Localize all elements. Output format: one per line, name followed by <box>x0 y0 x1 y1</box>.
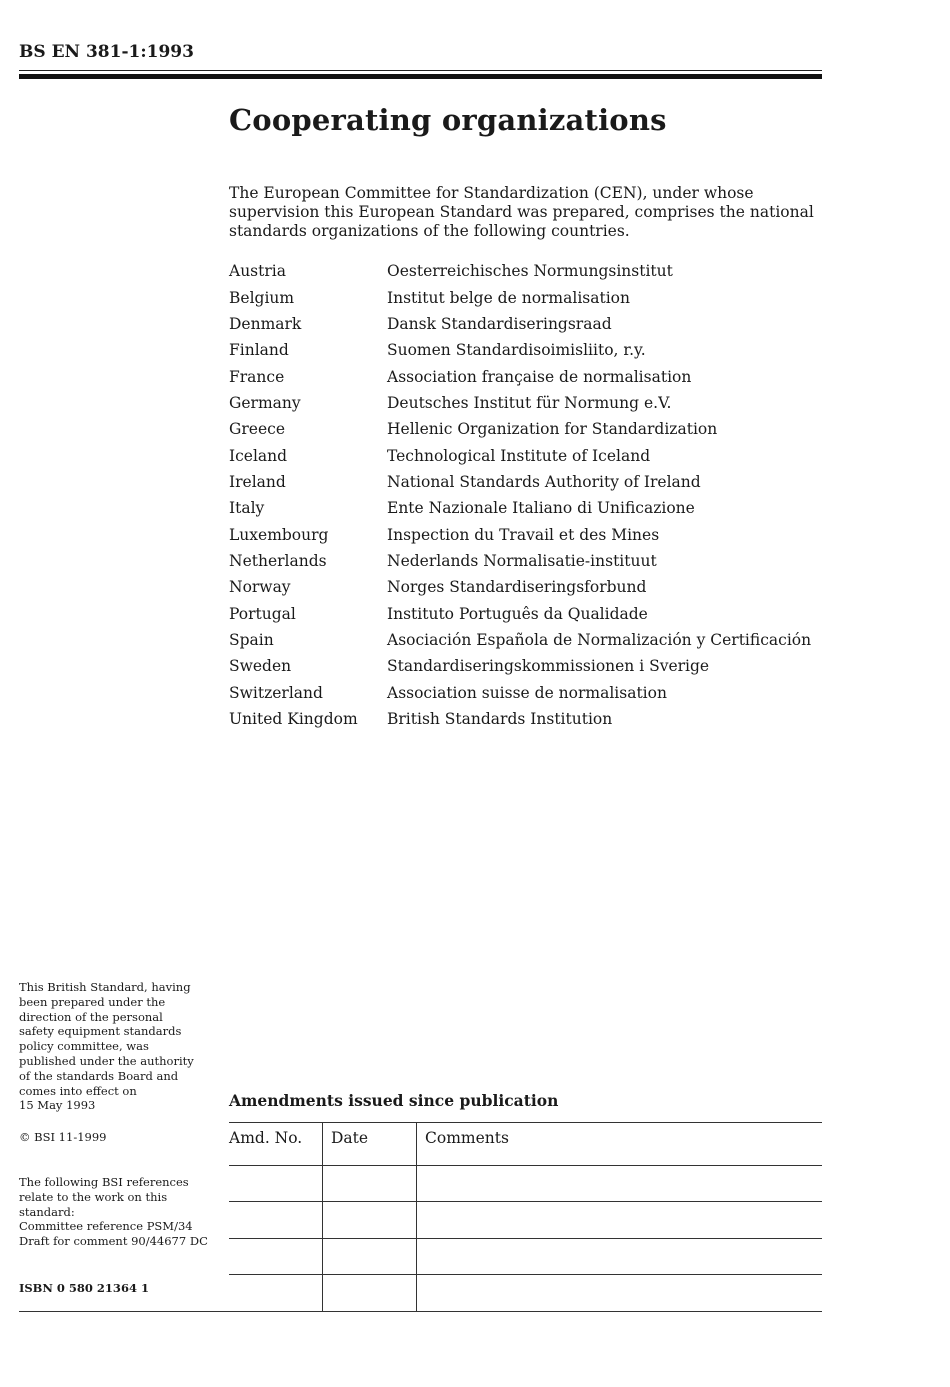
amendment-row <box>229 1275 822 1312</box>
country-organization: Instituto Português da Qualidade <box>387 604 648 623</box>
amendment-cell <box>417 1275 823 1312</box>
country-name: Germany <box>229 393 301 412</box>
country-name: Finland <box>229 341 289 360</box>
country-name: Austria <box>229 262 286 281</box>
sidebar-line: safety equipment standards <box>19 1024 182 1039</box>
sidebar-publication-note <box>19 980 219 1113</box>
sidebar-ref-line: Committee reference PSM/34 <box>19 1219 193 1234</box>
country-organization: British Standards Institution <box>387 710 613 729</box>
amendment-cell <box>229 1202 323 1239</box>
country-organization: Nederlands Normalisatie-instituut <box>387 551 657 570</box>
sidebar-line: This British Standard, having <box>19 980 191 994</box>
country-organization: National Standards Authority of Ireland <box>387 472 701 491</box>
country-name: Ireland <box>229 472 286 491</box>
column-header-comments: Comments <box>417 1123 823 1166</box>
country-row <box>229 627 829 653</box>
country-row <box>229 258 829 284</box>
sidebar-references <box>19 1175 219 1249</box>
country-row <box>229 653 829 679</box>
country-row <box>229 337 829 363</box>
sidebar-ref-line: Draft for comment 90/44677 DC <box>19 1234 208 1249</box>
sidebar-line: comes into effect on <box>19 1083 137 1098</box>
amendment-cell <box>323 1238 417 1275</box>
amendment-row <box>229 1202 822 1239</box>
country-organization: Hellenic Organization for Standardization <box>387 420 718 439</box>
country-row <box>229 521 829 547</box>
header-rule-thick <box>19 74 822 79</box>
country-row <box>229 284 829 310</box>
country-name: Norway <box>229 578 291 597</box>
sidebar-line: published under the authority <box>19 1053 194 1068</box>
amendment-cell <box>229 1275 323 1312</box>
sidebar-ref-line: standard: <box>19 1204 75 1219</box>
country-organization: Asociación Española de Normalización y Certificación <box>387 630 812 649</box>
amendment-row <box>229 1165 822 1202</box>
country-organization: Dansk Standardiseringsraad <box>387 314 612 333</box>
country-row <box>229 416 829 442</box>
country-name: Portugal <box>229 604 296 623</box>
header-rule-thin <box>19 70 822 71</box>
amendments-heading: Amendments issued since publication <box>229 1091 559 1110</box>
country-organization: Oesterreichisches Normungsinstitut <box>387 262 673 281</box>
amendment-cell <box>417 1165 823 1202</box>
country-row <box>229 706 829 732</box>
country-organization: Association française de normalisation <box>387 367 692 386</box>
country-organization: Inspection du Travail et des Mines <box>387 525 660 544</box>
country-organization: Standardiseringskommissionen i Sverige <box>387 657 710 676</box>
country-row <box>229 600 829 626</box>
sidebar-line: direction of the personal <box>19 1009 163 1024</box>
sidebar-line: been prepared under the <box>19 994 166 1009</box>
country-name: Denmark <box>229 314 302 333</box>
country-name: United Kingdom <box>229 710 358 729</box>
amendment-cell <box>417 1238 823 1275</box>
amendment-cell <box>323 1202 417 1239</box>
country-organization: Suomen Standardisoimisliito, r.y. <box>387 341 646 360</box>
footer-rule <box>19 1311 822 1312</box>
sidebar-ref-line: relate to the work on this <box>19 1189 168 1204</box>
amendment-cell <box>229 1238 323 1275</box>
countries-list <box>229 258 829 732</box>
amendment-cell <box>417 1202 823 1239</box>
country-name: Sweden <box>229 657 292 676</box>
column-header-amd-no: Amd. No. <box>229 1123 323 1166</box>
sidebar-line: of the standards Board and <box>19 1068 179 1083</box>
sidebar-ref-line: The following BSI references <box>19 1175 189 1189</box>
country-name: Greece <box>229 420 285 439</box>
country-row <box>229 442 829 468</box>
sidebar-copyright: © BSI 11-1999 <box>19 1130 107 1144</box>
country-row <box>229 574 829 600</box>
country-organization: Deutsches Institut für Normung e.V. <box>387 393 672 412</box>
country-name: Italy <box>229 499 265 518</box>
amendments-header-row <box>229 1123 822 1166</box>
country-row <box>229 469 829 495</box>
country-organization: Norges Standardiseringsforbund <box>387 578 647 597</box>
country-row <box>229 548 829 574</box>
amendment-cell <box>229 1165 323 1202</box>
amendment-cell <box>323 1165 417 1202</box>
country-organization: Ente Nazionale Italiano di Unificazione <box>387 499 695 518</box>
country-row <box>229 495 829 521</box>
country-row <box>229 680 829 706</box>
country-organization: Technological Institute of Iceland <box>387 446 651 465</box>
country-name: Luxembourg <box>229 525 329 544</box>
intro-paragraph: The European Committee for Standardization (CEN), under whose supervision this European Standard was prepared, comprises the national standards organizations of the following countries. <box>229 184 814 240</box>
page-title: Cooperating organizations <box>229 103 667 137</box>
country-name: Belgium <box>229 288 295 307</box>
country-name: Iceland <box>229 446 288 465</box>
country-row <box>229 363 829 389</box>
country-row <box>229 390 829 416</box>
sidebar-isbn: ISBN 0 580 21364 1 <box>19 1281 149 1295</box>
country-organization: Institut belge de normalisation <box>387 288 630 307</box>
amendments-table <box>229 1122 822 1312</box>
country-name: Switzerland <box>229 683 323 702</box>
country-row <box>229 311 829 337</box>
column-header-date: Date <box>323 1123 417 1166</box>
sidebar-line: 15 May 1993 <box>19 1098 96 1113</box>
sidebar-line: policy committee, was <box>19 1039 149 1054</box>
document-id: BS EN 381-1:1993 <box>19 42 194 62</box>
country-name: Netherlands <box>229 551 327 570</box>
amendment-cell <box>323 1275 417 1312</box>
country-organization: Association suisse de normalisation <box>387 683 667 702</box>
amendment-row <box>229 1238 822 1275</box>
country-name: Spain <box>229 630 274 649</box>
country-name: France <box>229 367 285 386</box>
